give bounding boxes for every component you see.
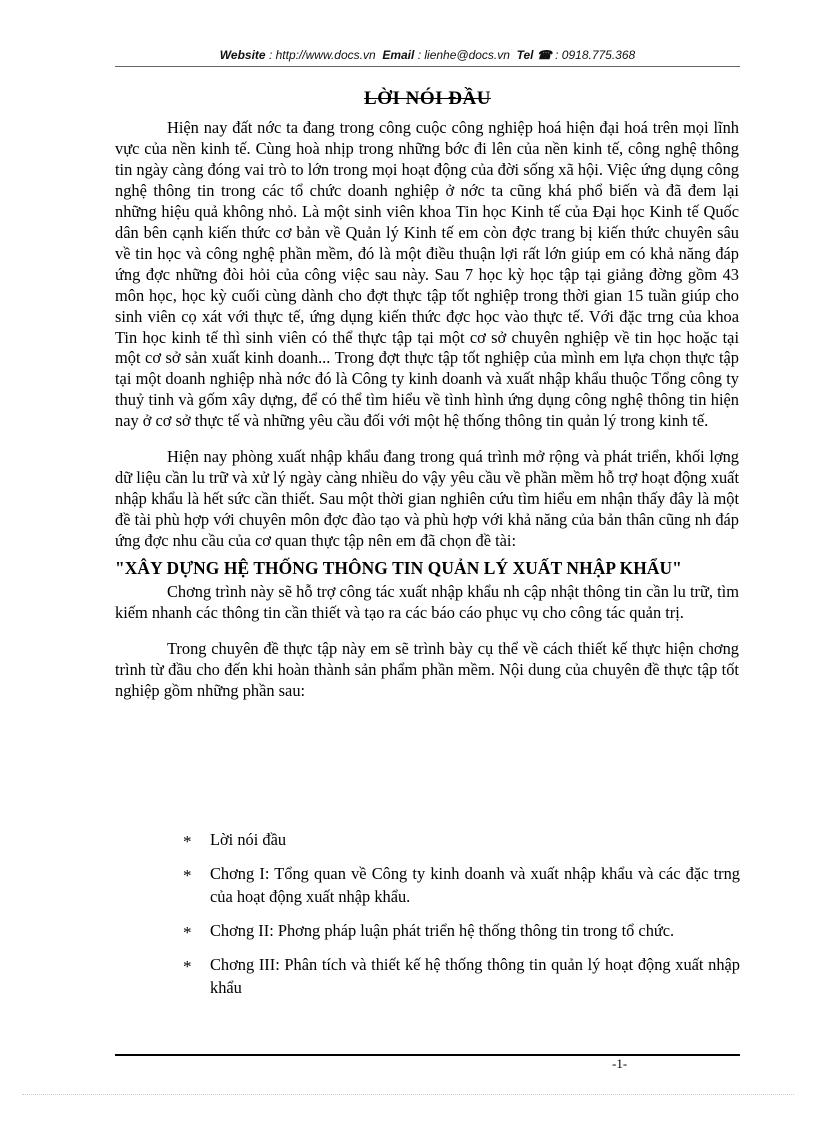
bullet-star-icon: * xyxy=(183,866,192,885)
project-title: "XÂY DỰNG HỆ THỐNG THÔNG TIN QUẢN LÝ XUẤT NHẬP KHẨU" xyxy=(115,558,682,579)
bullet-star-icon: * xyxy=(183,957,192,976)
document-title: LỜI NÓI ĐẦU xyxy=(364,88,491,109)
header-tel-value: : 0918.775.368 xyxy=(555,48,636,62)
document-body xyxy=(115,118,739,702)
paragraph-content: Trong chuyên đề thực tập này em sẽ trình bày cụ thể về cách thiết kế thực hiện chơng trình từ đầu cho đến khi hoàn thành sản phẩm phần mềm. Nội dung của chuyên đề thực tập tốt nghiệp gồm những phần sau: xyxy=(115,638,739,700)
header-divider xyxy=(115,66,740,67)
list-item-text: Chơng III: Phân tích và thiết kế hệ thống thông tin quản lý hoạt động xuất nhập khẩu xyxy=(210,955,740,997)
list-item xyxy=(115,919,740,942)
bullet-star-icon: * xyxy=(183,832,192,851)
list-item xyxy=(115,953,740,999)
page-number: -1- xyxy=(612,1056,628,1071)
header-website-value: : http://www.docs.vn xyxy=(268,48,376,62)
header-email-label: Email xyxy=(382,48,415,62)
page-header xyxy=(115,46,740,64)
list-item-text: Lời nói đầu xyxy=(210,830,287,849)
header-tel-label: Tel ☎ xyxy=(516,48,552,62)
list-item xyxy=(115,828,740,851)
footer-divider xyxy=(115,1054,740,1056)
header-email-value: : lienhe@docs.vn xyxy=(417,48,510,62)
list-item xyxy=(115,862,740,908)
paragraph-motivation: Hiện nay phòng xuất nhập khẩu đang trong quá trình mở rộng và phát triển, khối lợng dữ liệu cần lu trữ và xử lý ngày càng nhiều do vậy yêu cầu về phần mềm hỗ trợ hoạt động xuất nhập khẩu là hết sức cần thiết. Sau một thời gian nghiên cứu tìm hiểu em nhận thấy đây là một đề tài phù hợp với chuyên môn đợc đào tạo và phù hợp với khả năng của bản thân cũng nh đáp ứng đợc nhu cầu của cơ quan thực tập nên em đã chọn đề tài: xyxy=(115,447,739,551)
contents-list xyxy=(115,828,740,1010)
paragraph-program: Chơng trình này sẽ hỗ trợ công tác xuất nhập khẩu nh cập nhật thông tin cần lu trữ, tìm kiếm nhanh các thông tin cần thiết và tạo ra các báo cáo phục vụ cho công tác quản trị. xyxy=(115,582,739,623)
bullet-star-icon: * xyxy=(183,923,192,942)
paragraph-intro: Hiện nay đất nớc ta đang trong công cuộc công nghiệp hoá hiện đại hoá trên mọi lĩnh vực của nền kinh tế. Cùng hoà nhịp trong những bớc đi lên của nền kinh tế, công nghệ thông tin ngày càng đóng vai trò to lớn trong mọi hoạt động của đời sống xã hội. Việc ứng dụng công nghệ thông tin trong các tổ chức doanh nghiệp ở nớc ta cũng khá phổ biến và đã đem lại những hiệu quả không nhỏ. Là một sinh viên khoa Tin học Kinh tế của Đại học Kinh tế Quốc dân bên cạnh kiến thức cơ bản về Quản lý Kinh tế em còn đợc trang bị kiến thức chuyên sâu về tin học và công nghệ phần mềm, đó là một điều thuận lợi rất lớn giúp em có khả năng đáp ứng đợc những đòi hỏi của công việc sau này. Sau 7 học kỳ học tập tại giảng đờng gồm 43 môn học, học kỳ cuối cùng dành cho đợt thực tập tốt nghiệp trong thời gian 15 tuần giúp cho sinh viên cọ xát với thực tế, ứng dụng kiến thức đợc học vào thực tế. Với đặc trng của khoa Tin học kinh tế thì sinh viên có thể thực tập tại một cơ sở chuyên nghiệp về tin học hoặc tại một cơ sở sản xuất kinh doanh... Trong đợt thực tập tốt nghiệp của mình em lựa chọn thực tập tại một doanh nghiệp nhà nớc đó là Công ty kinh doanh và xuất nhập khẩu thuộc Tổng công ty thuỷ tinh và gốm xây dựng, để có thể tìm hiểu về tình hình ứng dụng công nghệ thông tin hiện nay ở cơ sở thực tế và những yêu cầu đối với một hệ thống thông tin quản lý trong kinh tế. xyxy=(115,118,739,431)
header-website-label: Website xyxy=(219,48,266,62)
list-item-text: Chơng II: Phơng pháp luận phát triển hệ thống thông tin trong tổ chức. xyxy=(210,921,675,940)
page-bottom-border xyxy=(22,1094,794,1095)
list-item-text: Chơng I: Tổng quan về Công ty kinh doanh và xuất nhập khẩu và các đặc trng của hoạt động xuất nhập khẩu. xyxy=(210,864,740,906)
